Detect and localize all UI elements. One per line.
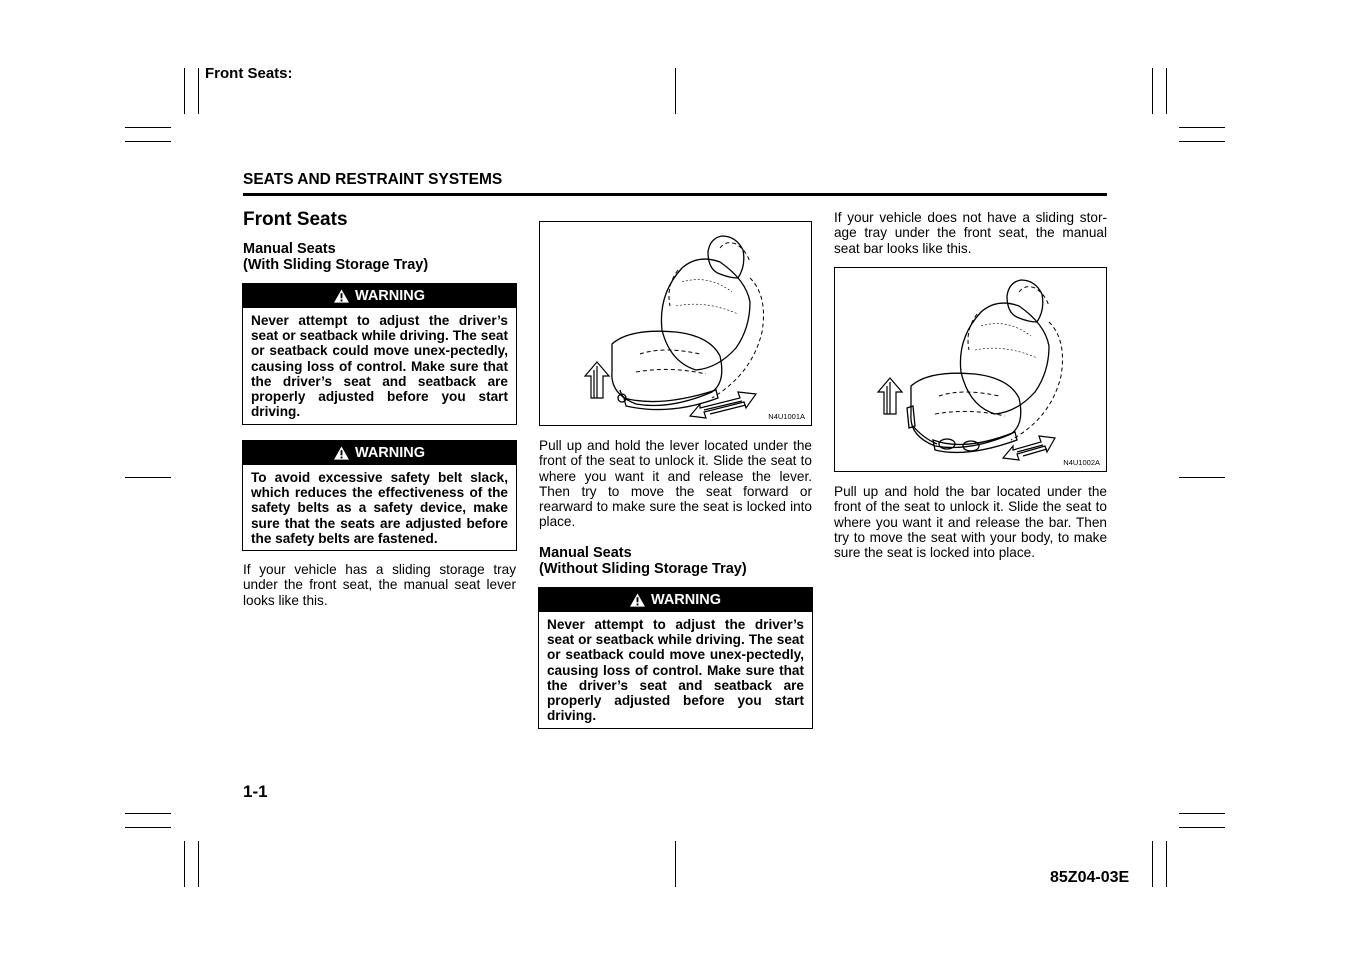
crop-mark xyxy=(1152,841,1153,887)
crop-mark xyxy=(184,68,185,114)
body-paragraph: If your vehicle has a sliding storage tray under the front seat, the manual seat lever looks like this. xyxy=(243,562,516,608)
body-paragraph: Pull up and hold the bar located under the front of the seat to unlock it. Slide the seat to where you want it and release the bar. Then try to move the seat with your body, to make sure the seat is locked into place. xyxy=(834,484,1107,561)
crop-mark xyxy=(184,841,185,887)
subsection-heading-line: (With Sliding Storage Tray) xyxy=(243,257,429,273)
page-title: Front Seats xyxy=(243,209,348,230)
body-paragraph: Pull up and hold the lever located under the front of the seat to unlock it. Slide the seat to where you want it and release the lever. Then try to move the seat forward or rearward to make sure the seat is locked into place. xyxy=(539,438,812,530)
warning-triangle-icon xyxy=(334,289,349,303)
seat-illustration xyxy=(540,222,811,425)
section-rule xyxy=(243,193,1107,196)
crop-mark xyxy=(1166,68,1167,114)
subsection-heading xyxy=(539,545,812,577)
section-title: SEATS AND RESTRAINT SYSTEMS xyxy=(243,171,503,188)
warning-text: Never attempt to adjust the driver’s seat or seatback while driving. The seat or seatback could move unex-pectedly, causing loss of control. Make sure that the driver’s seat and seatback are properly adjusted before you start driving. xyxy=(547,617,804,724)
crop-mark xyxy=(125,477,171,478)
page-number: 1-1 xyxy=(243,782,268,801)
document-code: 85Z04-03E xyxy=(1050,869,1130,886)
subsection-heading-line: (Without Sliding Storage Tray) xyxy=(539,561,747,577)
crop-mark xyxy=(1179,813,1225,814)
crop-mark xyxy=(125,127,171,128)
warning-label: WARNING xyxy=(354,445,426,461)
crop-mark xyxy=(1179,141,1225,142)
seat-illustration xyxy=(835,268,1106,471)
crop-mark xyxy=(1179,127,1225,128)
crop-mark xyxy=(198,841,199,887)
warning-header xyxy=(243,284,516,308)
figure-code: N4U1002A xyxy=(1063,458,1100,467)
crop-mark xyxy=(1166,841,1167,887)
running-head: Front Seats: xyxy=(205,65,293,82)
subsection-heading-line: Manual Seats xyxy=(243,241,336,257)
warning-label: WARNING xyxy=(354,288,426,304)
crop-mark xyxy=(675,68,676,114)
warning-triangle-icon xyxy=(334,446,349,460)
warning-box xyxy=(242,283,517,425)
warning-box xyxy=(538,587,813,729)
warning-triangle-icon xyxy=(630,593,645,607)
warning-header xyxy=(539,588,812,612)
crop-mark xyxy=(1152,68,1153,114)
crop-mark xyxy=(198,68,199,114)
crop-mark xyxy=(125,827,171,828)
crop-mark xyxy=(125,141,171,142)
crop-mark xyxy=(1179,827,1225,828)
crop-mark xyxy=(125,813,171,814)
warning-text: Never attempt to adjust the driver’s seat or seatback while driving. The seat or seatback could move unex-pectedly, causing loss of control. Make sure that the driver’s seat and seatback are properly adjusted before you start driving. xyxy=(251,313,508,420)
warning-header xyxy=(243,441,516,465)
subsection-heading-line: Manual Seats xyxy=(539,545,632,561)
figure-code: N4U1001A xyxy=(768,412,805,421)
warning-text: To avoid excessive safety belt slack, which reduces the effectiveness of the safety belts as a safety device, make sure that the seats are adjusted before the safety belts are fastened. xyxy=(251,470,508,546)
seat-bar-figure xyxy=(834,267,1107,472)
crop-mark xyxy=(1179,477,1225,478)
crop-mark xyxy=(675,841,676,887)
warning-label: WARNING xyxy=(650,592,722,608)
subsection-heading xyxy=(243,241,516,273)
warning-box xyxy=(242,440,517,551)
seat-lever-figure xyxy=(539,221,812,426)
body-paragraph: If your vehicle does not have a sliding stor-age tray under the front seat, the manual seat bar looks like this. xyxy=(834,210,1107,256)
